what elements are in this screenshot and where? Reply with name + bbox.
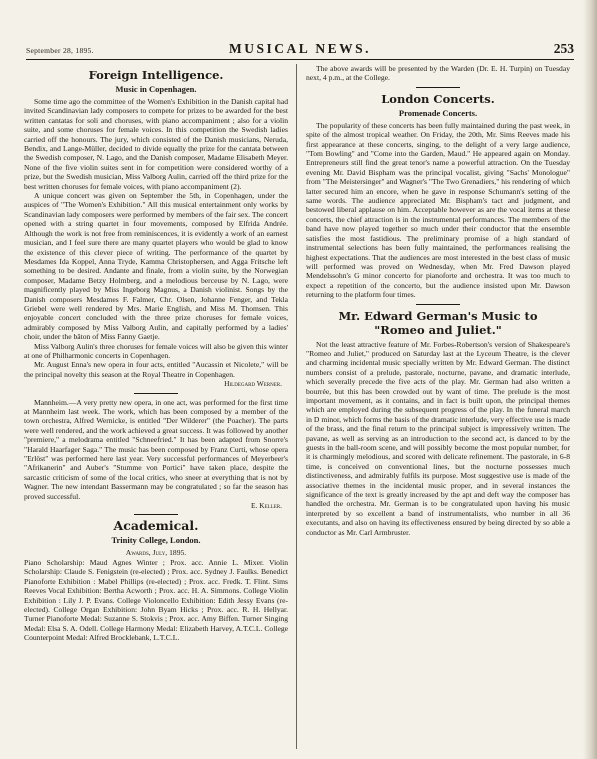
music-in-copenhagen-subheading: Music in Copenhagen. [115, 84, 197, 94]
header-rule [26, 59, 574, 60]
mannheim-paragraph: Mannheim.—A very pretty new opera, in one act, was performed for the first time at Mannheim last week. The work, which has been composed by a member of the town orchestra, Alfred Wernicke, is entitled "Der Wilderer" (the Poacher). The parts were well rendered, and the work achieved a great success. It was followed by another "premiere," a melodrama entitled "Schneefried." It has been adapted from Snorre's "Harald Haarfager Saga." The music has been composed by Franz Curti, whose opera "Erlöst" was performed here last year. Very successful performances of Meyerbeer's "Afrikanerin" and Auber's "Stumme von Portici" have taken place, despite the sarcastic criticism of some of the local critics, who sneer at everything that is not by Wagner. The new intendant Bassermann may be congratulated ; so far the season has proved successful. [24, 397, 288, 501]
page-header [26, 41, 574, 59]
promenade-paragraph: The popularity of these concerts has been fully maintained during the past week, in spite of the almost tropical weather. On Friday, the 20th, Mr. Sims Reeves made his first appearance at these concerts, singing, to the delight of a very large audience, "Tom Bowling" and "Come into the Garden, Maud." He appeared again on Monday. Entrepreneurs still find the great tenor's name a powerful attraction. On the Tuesday evening Mr. David Bispham was the principal vocalist, giving "Sachs' Monologue" from "The Meistersinger" and Wagner's "The Two Grenadiers," his rendering of which latter secured him an encore, when he gave in response Schumann's setting of the same words. The audience appreciated Mr. Bispham's tact and judgment, and bestowed liberal applause on him. Acceptable however as are the vocal items at these concerts, the chief attraction is in the instrumental performances. The members of the band have now played together so much under their conductor that the ensemble satisfies the most fastidious. The preliminary promise of a high standard of instrumental selections has been fully maintained, the performances realising the highest expectations. That the audiences are most interested in the best class of music will performed was proved on Wednesday, when Mr. Fred Dawson played Mendelssohn's G minor concerto for pianoforte and orchestra. It was too much to expect a repetition of the concerto, but the audience insisted upon Mr. Dawson returning to the platform four times. [306, 120, 570, 300]
london-concerts-heading: London Concerts. [381, 91, 495, 106]
german-heading-line: "Romeo and Juliet." [374, 322, 502, 337]
german-paragraph: Not the least attractive feature of Mr. Forbes-Robertson's version of Shakespeare's "Romeo and Juliet," produced on Saturday last at the Lyceum Theatre, is the clever and charming incidental music specially written by Mr. Edward German. The distinct numbers consist of a prelude, pastorale, nocturne, pavane, and dramatic interlude, which severally precede the five acts of the play. Mr. German had also written a bourrée, but this has been crowded out by want of time. The prelude is the most important movement, as it contains, and in fact is built upon, the principal themes which are employed during the subsequent progress of the play. In the funeral march in D minor, which forms the basis of the dramatic interlude, very effective use is made of the brass, and the final return to the principal subject is impressively written. The pavane, as well as serving as an introduction to the second act, is danced to by the guests in the ball-room scene, and will possibly become the most popular number, for it is charmingly melodious, and scored with delicate refinement. The pastorale, in 6-8 time, is conceived on conventional lines, but the nocturne possesses much distinctiveness, and admirably fulfils its purpose. Most suggestive use is made of the associative themes in the incidental music proper, and in several instances the significance of the text is greatly increased by the apt and deft way the composer has handled the orchestra. Mr. German is to be congratulated upon having his music interpreted by so excellent a band of instrumentalists, who number in all 36 executants, and also on having its effectiveness ensured by being directed by so able a conductor as Mr. Carl Armbruster. [306, 339, 570, 537]
foreign-signature: Hildegard Werner. [224, 379, 282, 389]
foreign-intelligence-heading: Foreign Intelligence. [88, 68, 224, 82]
foreign-paragraph: Mr. August Enna's new opera in four acts, entitled "Aucassin et Nicolete," will be the principal novelty this season at the Royal Theatre in Copenhagen. [24, 360, 288, 379]
german-music-heading [306, 309, 570, 337]
awards-list: Piano Scholarship: Maud Agnes Winter ; Prox. acc. Annie L. Mixer. Violin Scholarship: Claude S. Fenigstein (re-elected) ; Prox. acc. Sydney J. Faulks. Benedict Pianoforte Exhibition : Mabel Phillips (re-elected) ; Prox. acc. Fredk. T. Flint. Sims Reeves Vocal Exhibition: Bertha Acworth ; Prox. acc. H. A. Simmons. College Violin Exhibition : Lily J. P. Evans. College Violoncello Exhibition: Edith Jessy Evans (re-elected). College Organ Exhibition: John Byam Hicks ; Prox. acc. R. H. Hellyar. Turner Pianoforte Medal: Suzanne S. Stokvis ; Prox. acc. Amy Biffen. Turner Singing Medal: Elsa S. A. Odell. College Harmony Medal: Elizabeth Harvey, A.T.C.L. College Counterpoint Medal: Alfred Brocklebank, L.T.C.L. [24, 557, 288, 643]
publication-title: MUSICAL NEWS. [228, 41, 372, 56]
issue-date: September 28, 1895. [26, 46, 94, 55]
foreign-paragraph: Miss Valborg Aulin's three choruses for female voices will also be given this winter at one of Philharmonic concerts in Copenhagen. [24, 341, 288, 360]
page-edge-shadow [583, 0, 597, 759]
right-column [306, 64, 570, 750]
awards-presentation: The above awards will be presented by the Warden (Dr. E. H. Turpin) on Tuesday next, 4 p.m., at the College. [306, 64, 570, 83]
academical-heading: Academical. [113, 518, 199, 534]
column-divider [296, 64, 297, 749]
mannheim-signature: E. Keller. [251, 501, 282, 511]
promenade-concerts-subheading: Promenade Concerts. [398, 107, 478, 118]
foreign-paragraph: A unique concert was given on September the 5th, in Copenhagen, under the auspices of "The Women's Exhibition." All this musical entertainment only works by Scandinavian lady composers were performed by members of the fair sex. The concert opened with a string quartet in four movements, composed by Elfrida Andrée. Although the work is not free from reminiscences, it is evidently a work of an earnest musician, and I feel sure there are many quartet players who would be glad to know the existence of this clever piece of writing. The performance of the quartet by Mesdames Ida Koppel, Anna Tryde, Kamma Christophersen, and Agga Fritsche left something to be desired. Andante and finale, from a violin suite, by the Norwegian composer, Madame Betzy Holmberg, and a melodious berceuse by N. Lago, were magnificently played by Miss Ingeborg Magnus, a Danish violinist. Songs by the Danish composers Mesdames F. Falmer, Chr. Olsen, Johanne Fenger, and Tekla Griebel were well rendered by Mrs. Marie English, and Miss M. Thomsen. This enjoyable concert concluded with the three prize choruses for female voices, admirably composed by Miss Valborg Aulin, and capitally performed by a ladies' choir, under the bâton of Miss Fanny Gaetje. [24, 191, 288, 342]
section-separator [416, 304, 460, 305]
section-separator [416, 87, 460, 88]
awards-date: Awards, July, 1895. [125, 548, 187, 558]
foreign-paragraph: Some time ago the committee of the Women's Exhibition in the Danish capital had invited Scandinavian lady composers to compete for prizes to be awarded for the best written cantatas for soli and choruses, with piano accompaniment ; also for a violin suite, and some choruses for female voices. In this competition the Swedish ladies carried off the honours. The jury, which consisted of the Danish musicians, Neruda, Bendix, and Lange-Müller, decided to divide equally the prize for the cantata between the Swedish composer, N. Lago, and the Danish composer, Madame Elisabeth Meyer. None of the five violin suites sent in for competition were considered worthy of a prize, but the Swedish musician, Miss Valborg Aulin, carried off the third prize for the best written choruses for female voices, with piano accompaniment (2). [24, 97, 288, 191]
trinity-college-subheading: Trinity College, London. [111, 535, 201, 546]
german-heading-line: Mr. Edward German's Music to [338, 308, 538, 323]
section-separator [134, 393, 178, 394]
section-separator [134, 514, 178, 515]
left-column [24, 64, 288, 750]
page-number: 253 [553, 41, 574, 56]
